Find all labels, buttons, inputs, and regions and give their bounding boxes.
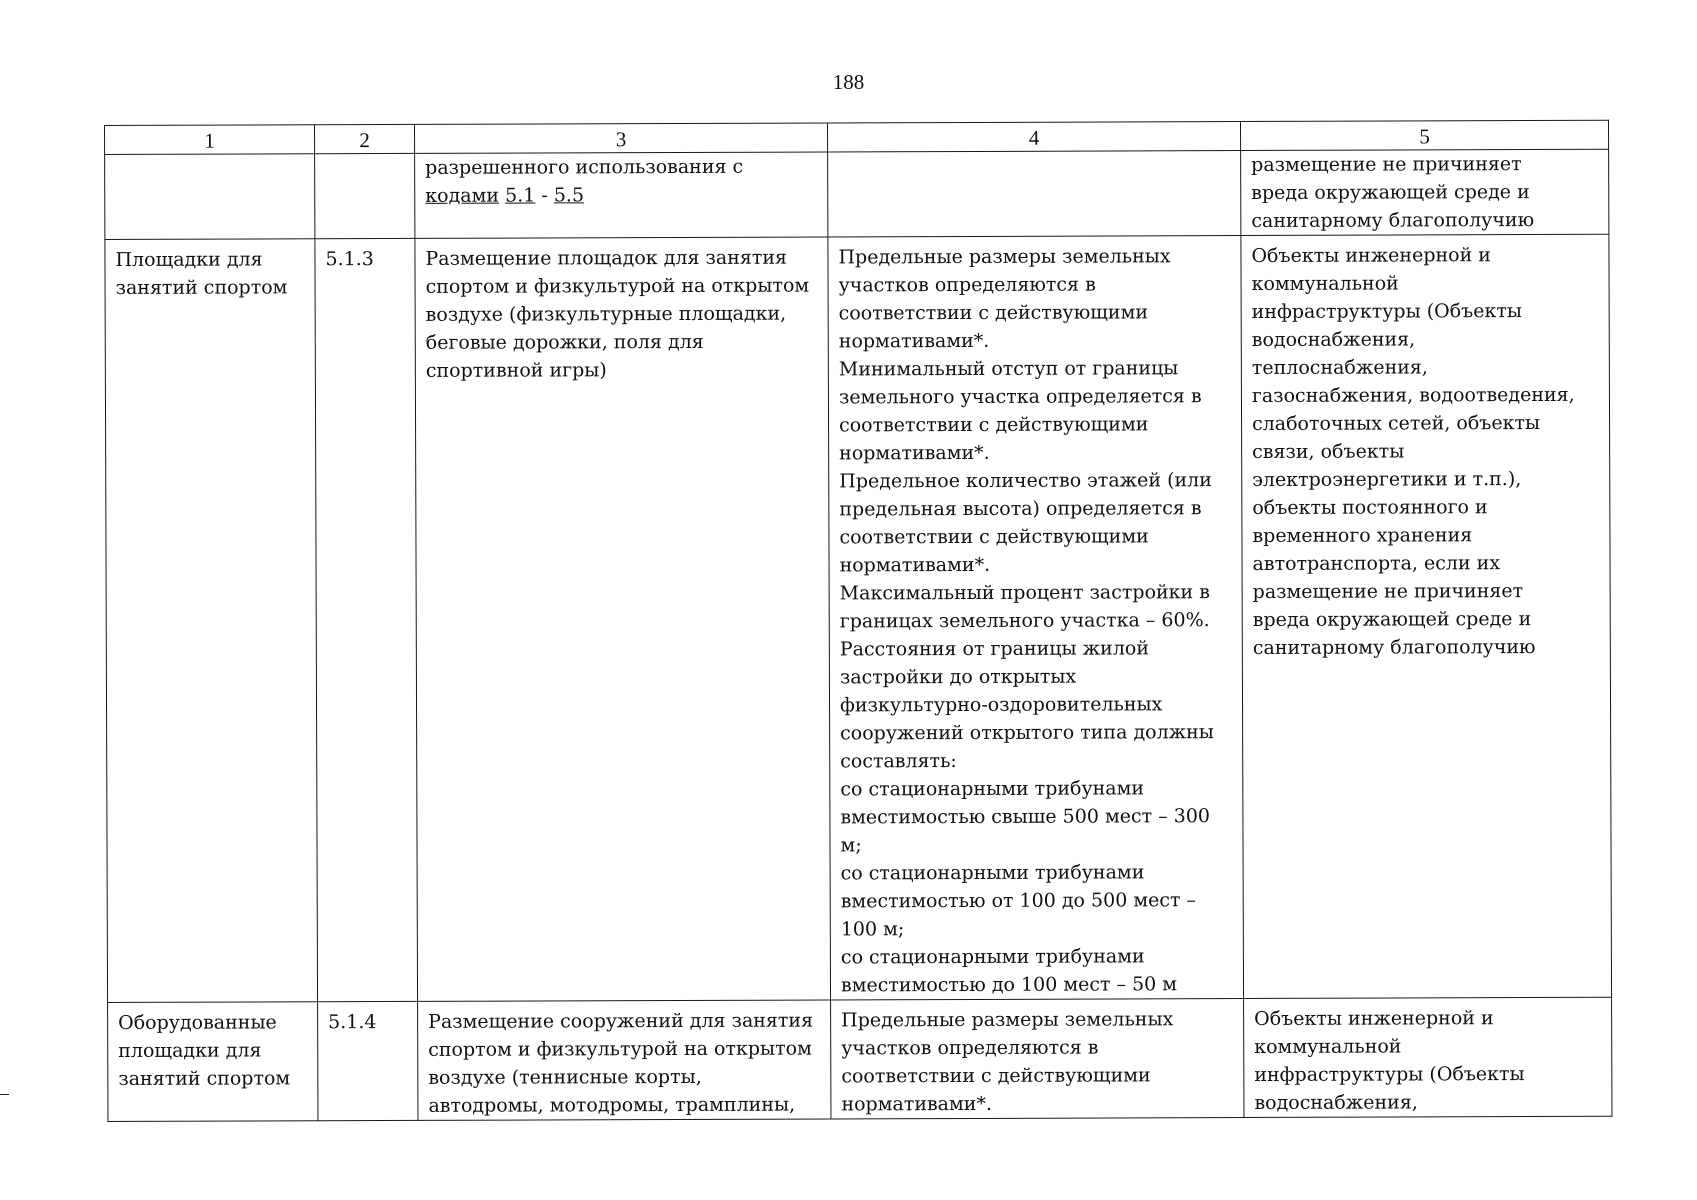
text-line: Расстояния от границы жилой	[839, 637, 1150, 661]
column-header-1: 1	[105, 125, 315, 155]
cell-description	[415, 237, 831, 1001]
text-line: Объекты инженерной и	[1251, 244, 1492, 267]
text-line: Размещение площадок для занятия	[425, 246, 788, 270]
cell-parameters	[828, 236, 1244, 1000]
text-line: физкультурно-оздоровительных	[839, 693, 1163, 717]
text-line: Предельные размеры земельных	[838, 245, 1171, 269]
text-line: Объекты инженерной и	[1254, 1007, 1494, 1030]
text-line: нормативами*.	[838, 329, 990, 353]
text-line: Предельные размеры земельных	[841, 1008, 1174, 1032]
text-line: газоснабжения, водоотведения,	[1251, 383, 1575, 407]
cell-description	[415, 152, 828, 238]
cell-auxiliary	[1241, 149, 1609, 235]
text-line: санитарному благополучию	[1252, 636, 1536, 659]
text-line: занятий спортом	[118, 1067, 291, 1090]
text-line: спортом и физкультурой на открытом	[425, 274, 810, 298]
text-line: со стационарными трибунами	[840, 777, 1145, 801]
text-line: занятий спортом	[115, 276, 288, 299]
cell-parameters	[828, 151, 1241, 237]
table-row	[108, 997, 1612, 1121]
text-line: Максимальный процент застройки в	[839, 581, 1210, 605]
text-line: вреда окружающей среде и	[1251, 181, 1530, 204]
text-line: соответствии с действующими	[839, 525, 1149, 549]
text-line: застройки до открытых	[839, 665, 1077, 689]
cell-auxiliary	[1241, 234, 1612, 998]
text-line: Площадки для	[115, 248, 263, 271]
text-line: спортивной игры)	[425, 359, 607, 382]
text-line: Оборудованные	[118, 1011, 277, 1034]
text-line: участков определяются в	[838, 273, 1096, 297]
text-line: нормативами*.	[839, 553, 991, 577]
text-line: соответствии с действующими	[838, 301, 1149, 325]
cell-name	[105, 239, 318, 1003]
text-line: связи, объекты	[1252, 440, 1405, 463]
text-line: вместимостью свыше 500 мест – 300	[840, 805, 1211, 829]
text-line: воздухе (физкультурные площадки,	[425, 302, 787, 326]
text-line: коммунальной	[1254, 1035, 1402, 1058]
cell-name	[105, 154, 315, 240]
code-separator: -	[535, 184, 554, 207]
scan-margin-mark	[0, 1094, 9, 1095]
text-line: нормативами*.	[839, 441, 990, 465]
cell-code: 5.1.3	[315, 238, 418, 1001]
text-line: нормативами*.	[841, 1092, 993, 1116]
text-line: размещение не причиняет	[1252, 580, 1524, 603]
cell-name	[108, 1002, 318, 1122]
text-line: соответствии с действующими	[841, 1064, 1151, 1088]
text-line: водоснабжения,	[1251, 328, 1416, 351]
code-link-5-1[interactable]: 5.1	[505, 184, 536, 207]
text-line: участков определяются в	[841, 1036, 1099, 1060]
text-line: границах земельного участка – 60%.	[839, 609, 1210, 633]
cell-code: 5.1.4	[318, 1001, 418, 1120]
code-prefix: кодами	[425, 184, 500, 207]
text-line: слаботочных сетей, объекты	[1252, 411, 1541, 435]
page-number: 188	[832, 70, 865, 94]
text-line: 100 м;	[840, 918, 905, 941]
text-line: инфраструктуры (Объекты	[1254, 1063, 1525, 1086]
text-line: м;	[840, 834, 862, 857]
column-header-3: 3	[414, 123, 827, 153]
text-line: со стационарными трибунами	[840, 945, 1145, 969]
cell-description	[418, 1000, 831, 1120]
regulations-table	[104, 120, 1612, 1122]
column-header-5: 5	[1240, 120, 1608, 150]
text-line: соответствии с действующими	[839, 413, 1149, 437]
code-link-5-5[interactable]: 5.5	[553, 184, 585, 207]
text-line: Предельное количество этажей (или	[839, 469, 1212, 493]
text-line: со стационарными трибунами	[840, 861, 1145, 885]
text-line: составлять:	[840, 750, 957, 773]
column-header-4: 4	[827, 122, 1240, 152]
text-line	[425, 181, 817, 210]
text-line: земельного участка определяется в	[838, 385, 1202, 409]
text-line: вреда окружающей среде и	[1252, 608, 1532, 631]
text-line: автодромы, мотодромы, трамплины,	[428, 1093, 796, 1117]
text-line: временного хранения	[1252, 524, 1473, 547]
text-line: Минимальный отступ от границы	[838, 357, 1179, 381]
text-line: размещение не причиняет	[1251, 153, 1522, 176]
text-line: инфраструктуры (Объекты	[1251, 300, 1523, 323]
text-line: воздухе (теннисные корты,	[428, 1065, 702, 1089]
text-line: вместимостью от 100 до 500 мест –	[840, 889, 1197, 913]
cell-auxiliary	[1244, 997, 1612, 1117]
text-line: санитарному благополучию	[1251, 209, 1535, 232]
text-line: объекты постоянного и	[1252, 496, 1488, 519]
text-line: площадки для	[118, 1039, 262, 1062]
text-line: Размещение сооружений для занятия	[428, 1009, 814, 1033]
column-header-2: 2	[315, 124, 415, 153]
text-line: коммунальной	[1251, 272, 1399, 295]
text-line: предельная высота) определяется в	[839, 497, 1202, 521]
text-line: электроэнергетики и т.п.),	[1252, 468, 1522, 491]
text-line: разрешенного использования с	[425, 155, 744, 179]
text-line: теплоснабжения,	[1251, 356, 1428, 379]
text-line: автотранспорта, если их	[1252, 552, 1501, 575]
cell-code	[315, 153, 415, 238]
text-line: вместимостью до 100 мест – 50 м	[840, 973, 1178, 997]
text-line: беговые дорожки, поля для	[425, 330, 704, 354]
table-row	[105, 234, 1612, 1002]
table-row-continuation	[105, 149, 1609, 239]
text-line: спортом и физкультурой на открытом	[428, 1037, 812, 1061]
text-line: водоснабжения,	[1254, 1091, 1418, 1114]
text-line: сооружений открытого типа должны	[840, 721, 1214, 745]
cell-parameters	[831, 999, 1244, 1119]
